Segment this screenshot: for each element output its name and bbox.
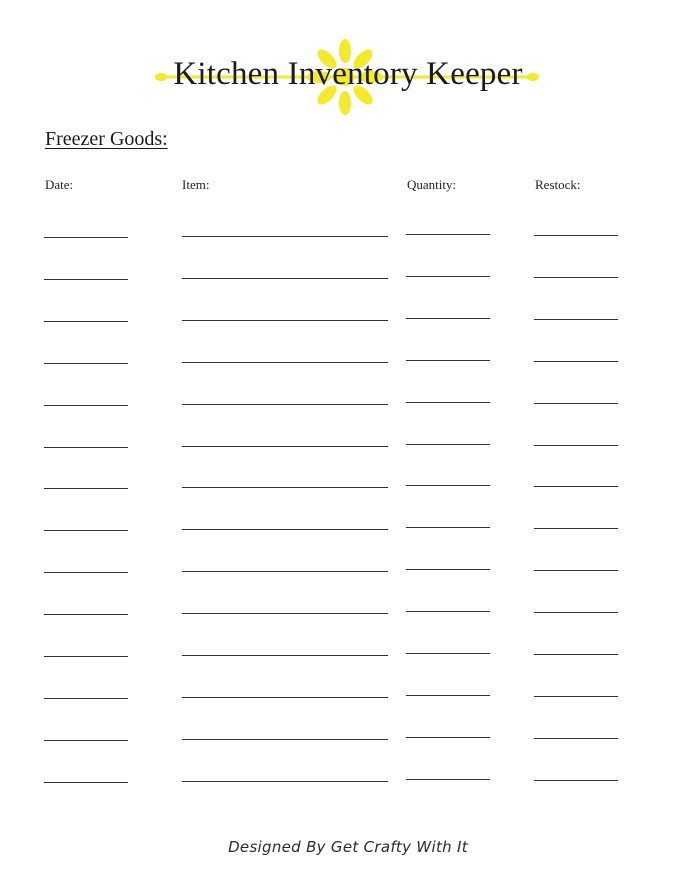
date-line-row-5 xyxy=(44,405,128,406)
quantity-line-row-9 xyxy=(406,569,490,570)
item-line-row-5 xyxy=(182,404,388,405)
date-line-row-1 xyxy=(44,237,128,238)
date-line-row-10 xyxy=(44,614,128,615)
quantity-line-row-12 xyxy=(406,695,490,696)
restock-line-row-6 xyxy=(534,445,618,446)
date-line-row-2 xyxy=(44,279,128,280)
date-line-row-12 xyxy=(44,698,128,699)
item-line-row-1 xyxy=(182,236,388,237)
restock-line-row-7 xyxy=(534,486,618,487)
quantity-line-row-7 xyxy=(406,485,490,486)
restock-line-row-3 xyxy=(534,319,618,320)
date-line-row-4 xyxy=(44,363,128,364)
item-line-row-8 xyxy=(182,529,388,530)
quantity-line-row-8 xyxy=(406,527,490,528)
item-line-row-10 xyxy=(182,613,388,614)
item-line-row-11 xyxy=(182,655,388,656)
column-header-item: Item: xyxy=(182,177,210,192)
column-header-restock: Restock: xyxy=(535,177,581,192)
item-line-row-12 xyxy=(182,697,388,698)
column-header-quantity: Quantity: xyxy=(407,177,457,192)
quantity-line-row-11 xyxy=(406,653,490,654)
item-line-row-9 xyxy=(182,571,388,572)
restock-line-row-2 xyxy=(534,277,618,278)
item-line-row-4 xyxy=(182,362,388,363)
restock-line-row-11 xyxy=(534,654,618,655)
date-line-row-9 xyxy=(44,572,128,573)
date-line-row-11 xyxy=(44,656,128,657)
restock-line-row-13 xyxy=(534,738,618,739)
quantity-line-row-13 xyxy=(406,737,490,738)
quantity-line-row-14 xyxy=(406,779,490,780)
item-line-row-6 xyxy=(182,446,388,447)
column-header-date: Date: xyxy=(45,177,74,192)
quantity-line-row-10 xyxy=(406,611,490,612)
quantity-line-row-4 xyxy=(406,360,490,361)
restock-line-row-5 xyxy=(534,403,618,404)
date-line-row-6 xyxy=(44,447,128,448)
item-line-row-3 xyxy=(182,320,388,321)
restock-line-row-14 xyxy=(534,780,618,781)
date-line-row-14 xyxy=(44,782,128,783)
item-line-row-14 xyxy=(182,781,388,782)
date-line-row-7 xyxy=(44,488,128,489)
date-line-row-13 xyxy=(44,740,128,741)
restock-line-row-12 xyxy=(534,696,618,697)
restock-line-row-4 xyxy=(534,361,618,362)
quantity-line-row-3 xyxy=(406,318,490,319)
restock-line-row-10 xyxy=(534,612,618,613)
item-line-row-2 xyxy=(182,278,388,279)
item-line-row-13 xyxy=(182,739,388,740)
date-line-row-3 xyxy=(44,321,128,322)
item-line-row-7 xyxy=(182,487,388,488)
footer-credit: Designed By Get Crafty With It xyxy=(228,838,468,856)
quantity-line-row-1 xyxy=(406,234,490,235)
restock-line-row-8 xyxy=(534,528,618,529)
quantity-line-row-6 xyxy=(406,444,490,445)
section-title: Freezer Goods: xyxy=(45,128,168,150)
quantity-line-row-5 xyxy=(406,402,490,403)
page-title: Kitchen Inventory Keeper xyxy=(173,56,523,92)
quantity-line-row-2 xyxy=(406,276,490,277)
restock-line-row-9 xyxy=(534,570,618,571)
date-line-row-8 xyxy=(44,530,128,531)
restock-line-row-1 xyxy=(534,235,618,236)
